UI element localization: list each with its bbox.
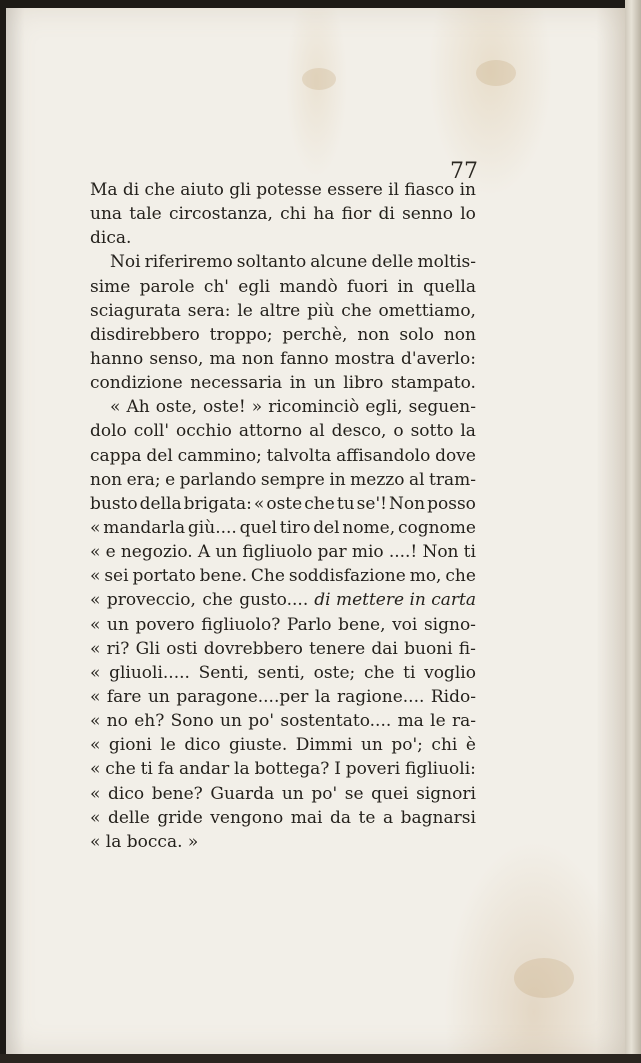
word: « <box>90 517 101 538</box>
word: « <box>90 566 101 587</box>
word: parole <box>139 276 195 297</box>
word: oste, <box>155 397 197 418</box>
word: bottega? <box>254 759 330 780</box>
word: ma <box>209 348 236 369</box>
text-line <box>90 516 476 540</box>
page-edge <box>625 0 641 1063</box>
book-edge <box>0 1054 641 1063</box>
word: che <box>304 493 335 514</box>
word: la <box>314 686 331 707</box>
word: po' <box>248 711 275 732</box>
word: « <box>90 807 101 828</box>
line-text <box>90 492 476 516</box>
word: è <box>465 735 476 756</box>
word: un <box>107 614 129 635</box>
word: ma <box>397 711 424 732</box>
word: parlando <box>179 469 257 490</box>
line-text <box>110 395 476 419</box>
word: mandò <box>279 276 338 297</box>
word: ha <box>313 204 335 225</box>
word: mostra <box>334 348 395 369</box>
word: par <box>317 542 347 563</box>
word: signo- <box>423 614 476 635</box>
word: occhio <box>175 421 232 442</box>
line-text <box>90 202 476 226</box>
stain <box>476 60 516 86</box>
word: quella <box>423 276 476 297</box>
word: alcune <box>310 252 368 273</box>
line-text <box>90 323 476 347</box>
word: sempre <box>260 469 325 490</box>
word: buoni <box>404 638 453 659</box>
word: fuori <box>347 276 389 297</box>
line-text <box>90 178 476 202</box>
line-text <box>90 444 476 468</box>
word: ti <box>403 662 416 683</box>
word: fi- <box>458 638 476 659</box>
word: sciagurata <box>90 300 181 321</box>
word: oste! <box>203 397 246 418</box>
word: sotto <box>410 421 454 442</box>
word: egli, <box>365 397 403 418</box>
word: mo, <box>409 566 442 587</box>
word: mezzo <box>350 469 405 490</box>
word: ra- <box>451 711 476 732</box>
word: proveccio, <box>106 590 196 611</box>
word: un <box>147 686 170 707</box>
line-text <box>90 685 476 709</box>
word: dove <box>435 445 476 466</box>
word: che <box>202 590 233 611</box>
word: moltis- <box>417 252 476 273</box>
word: necessaria <box>190 373 283 394</box>
word: vengono <box>210 807 284 828</box>
text-line <box>90 637 476 661</box>
word: I <box>334 759 341 780</box>
word: se'! <box>356 493 387 514</box>
word: bene, <box>338 614 386 635</box>
word: ri? <box>106 638 130 659</box>
word: Non <box>422 542 459 563</box>
word: osti <box>166 638 198 659</box>
word: cammino; <box>177 445 262 466</box>
line-text <box>90 709 476 733</box>
word: soltanto <box>236 252 307 273</box>
text-line <box>90 299 476 323</box>
word: cognome <box>397 517 476 538</box>
word: gliuoli..... <box>109 662 190 683</box>
text-line <box>90 347 476 371</box>
word: le <box>430 711 446 732</box>
word: « <box>90 735 101 756</box>
body-text <box>90 178 476 854</box>
word: « <box>110 397 121 418</box>
word: non <box>90 469 123 490</box>
word: non <box>357 324 390 345</box>
word: no <box>106 711 128 732</box>
word: solo <box>399 324 434 345</box>
word: sera: <box>187 300 231 321</box>
word: Ma <box>90 180 118 200</box>
word: dai <box>371 638 398 659</box>
text-line <box>90 685 476 709</box>
word: al <box>309 421 325 442</box>
word: che <box>341 300 372 321</box>
word: mandarla <box>103 517 186 538</box>
line-text <box>90 275 476 299</box>
word: in <box>289 373 307 394</box>
word: desco, <box>331 421 387 442</box>
word: tenere <box>309 638 366 659</box>
word: che <box>144 180 175 200</box>
word: senti, <box>257 662 305 683</box>
word: o <box>393 421 404 442</box>
word: le <box>160 735 176 756</box>
word: altre <box>259 300 301 321</box>
word: dolo <box>90 421 127 442</box>
word: il <box>388 180 400 200</box>
word: dico <box>184 735 221 756</box>
word: Rido- <box>430 686 476 707</box>
text-line <box>90 275 476 299</box>
word: omettiamo, <box>378 300 476 321</box>
word: fa <box>157 759 175 780</box>
word: figliuolo <box>242 542 313 563</box>
line-text <box>90 540 476 564</box>
word: Parlo <box>286 614 332 635</box>
word: di <box>122 180 140 200</box>
word: della <box>139 493 182 514</box>
word: quei <box>371 783 409 804</box>
line-text: « la bocca. » <box>90 831 199 852</box>
line-text <box>90 782 476 806</box>
word: Senti, <box>198 662 249 683</box>
line-text <box>90 733 476 757</box>
word: gli <box>229 180 251 200</box>
word: del <box>146 445 173 466</box>
word: giuste. <box>228 735 288 756</box>
word: le <box>237 300 253 321</box>
word: « <box>90 638 101 659</box>
word: posso <box>427 493 476 514</box>
word: « <box>90 590 101 611</box>
word: dovrebbero <box>203 638 303 659</box>
word: se <box>344 783 364 804</box>
text-line <box>90 709 476 733</box>
word: povero <box>135 614 195 635</box>
word: ti <box>463 542 476 563</box>
word: bene? <box>151 783 203 804</box>
line-text <box>90 347 476 371</box>
word: delle <box>371 252 414 273</box>
word: un <box>360 735 383 756</box>
word: gioni <box>108 735 152 756</box>
word: ragione.... <box>336 686 425 707</box>
word: aiuto <box>180 180 224 200</box>
word: non <box>443 324 476 345</box>
word: voi <box>392 614 418 635</box>
word: sime <box>90 276 131 297</box>
word: Che <box>250 566 285 587</box>
line-text <box>90 419 476 443</box>
word: del <box>313 517 340 538</box>
word: negozio. <box>120 542 193 563</box>
word: a <box>382 807 394 828</box>
word: « <box>90 662 101 683</box>
word: paragone....per <box>176 686 309 707</box>
word: gride <box>157 807 203 828</box>
word: po'; <box>391 735 423 756</box>
text-line <box>90 492 476 516</box>
word: da <box>329 807 351 828</box>
text-line <box>90 395 476 419</box>
text-line <box>90 468 476 492</box>
line-text <box>90 806 476 830</box>
word: egli <box>238 276 271 297</box>
word: signori <box>416 783 476 804</box>
word: più <box>307 300 335 321</box>
word: fiasco <box>404 180 455 200</box>
word: perchè, <box>282 324 348 345</box>
word: bene. <box>199 566 247 587</box>
word: eh? <box>134 711 165 732</box>
text-line <box>90 371 476 395</box>
text-line <box>90 830 476 854</box>
word: brigata: <box>183 493 252 514</box>
word: fare <box>106 686 142 707</box>
text-line <box>90 733 476 757</box>
text-line <box>90 178 476 202</box>
word: « <box>90 711 101 732</box>
word: A <box>197 542 211 563</box>
word: coll' <box>133 421 170 442</box>
word: in <box>459 180 476 200</box>
word: poveri <box>345 759 401 780</box>
word: disdirebbero <box>90 324 200 345</box>
word: condizione <box>90 373 183 394</box>
stain <box>514 958 574 998</box>
word: seguen- <box>408 397 476 418</box>
word: Sono <box>170 711 214 732</box>
text-line <box>90 588 476 612</box>
word: al <box>408 469 425 490</box>
word: Noi <box>110 252 141 273</box>
word: po' <box>311 783 338 804</box>
word: tiro <box>279 517 311 538</box>
word: « <box>90 686 101 707</box>
word: « <box>90 759 101 780</box>
word: in <box>329 469 346 490</box>
word: era; <box>126 469 161 490</box>
word: tu <box>336 493 355 514</box>
word: « <box>253 493 265 514</box>
word: libro <box>343 373 384 394</box>
word: d'averlo: <box>401 348 476 369</box>
line-text: dica. <box>90 228 132 249</box>
word: Gli <box>135 638 161 659</box>
text-line <box>90 444 476 468</box>
word: tram- <box>428 469 476 490</box>
word: cappa <box>90 445 142 466</box>
word: sei <box>104 566 129 587</box>
word: lo <box>460 204 476 225</box>
word: figliuolo? <box>201 614 281 635</box>
word: Ah <box>126 397 150 418</box>
stain <box>302 68 336 90</box>
word: riferiremo <box>144 252 233 273</box>
word: quel <box>239 517 277 538</box>
word: e <box>165 469 176 490</box>
italic-phrase: di mettere in carta <box>314 590 476 611</box>
word: « <box>90 614 101 635</box>
line-text <box>90 613 476 637</box>
text-line <box>90 202 476 226</box>
word: oste; <box>313 662 356 683</box>
word: delle <box>107 807 150 828</box>
word: fior <box>341 204 372 225</box>
word: un <box>313 373 336 394</box>
line-text <box>90 299 476 323</box>
word: « <box>90 542 101 563</box>
text-line <box>90 323 476 347</box>
text-line <box>90 757 476 781</box>
word: voglio <box>424 662 476 683</box>
word: senso, <box>149 348 204 369</box>
word: Guarda <box>210 783 275 804</box>
word: chi <box>280 204 307 225</box>
word: gusto.... <box>239 590 309 611</box>
word: un <box>215 542 238 563</box>
word: Non <box>389 493 426 514</box>
word: hanno <box>90 348 144 369</box>
line-text <box>90 371 476 395</box>
word: la <box>460 421 476 442</box>
word: ricominciò <box>268 397 360 418</box>
word: di <box>378 204 395 225</box>
word: talvolta <box>266 445 332 466</box>
word: circostanza, <box>168 204 273 225</box>
word: sostentato.... <box>280 711 392 732</box>
text-line <box>90 613 476 637</box>
word: mio <box>351 542 384 563</box>
word: affisandolo <box>336 445 431 466</box>
line-text <box>90 637 476 661</box>
word: » <box>251 397 263 418</box>
word: stampato. <box>390 373 476 394</box>
word: un <box>281 783 304 804</box>
text-line <box>90 782 476 806</box>
word: Dimmi <box>295 735 353 756</box>
word: che <box>445 566 476 587</box>
word: chi <box>431 735 458 756</box>
line-text <box>90 468 476 492</box>
word: ....! <box>388 542 418 563</box>
word: portato <box>132 566 196 587</box>
text-line <box>90 564 476 588</box>
word: tale <box>129 204 162 225</box>
word: oste <box>266 493 303 514</box>
word: che <box>105 759 136 780</box>
word: la <box>234 759 250 780</box>
word: e <box>105 542 116 563</box>
word: giù.... <box>187 517 237 538</box>
word: senno <box>402 204 453 225</box>
book-page <box>6 8 627 1054</box>
word: in <box>397 276 414 297</box>
word: soddisfazione <box>288 566 406 587</box>
text-line <box>90 806 476 830</box>
word: potesse <box>256 180 322 200</box>
word: ch' <box>203 276 229 297</box>
word: andar <box>178 759 230 780</box>
line-text <box>90 588 308 612</box>
line-text <box>90 516 476 540</box>
text-line <box>90 540 476 564</box>
text-line <box>90 419 476 443</box>
word: mai <box>290 807 323 828</box>
word: bagnarsi <box>400 807 476 828</box>
line-text <box>90 661 476 685</box>
text-line <box>90 226 476 250</box>
word: un <box>220 711 242 732</box>
page-number: 77 <box>450 159 478 184</box>
word: che <box>363 662 395 683</box>
word: una <box>90 204 123 225</box>
word: « <box>90 783 101 804</box>
line-text <box>90 757 476 781</box>
text-line <box>90 250 476 274</box>
word: te <box>358 807 376 828</box>
word: troppo; <box>209 324 273 345</box>
word: figliuoli: <box>404 759 476 780</box>
text-line <box>90 661 476 685</box>
word: nome, <box>342 517 396 538</box>
word: busto <box>90 493 138 514</box>
word: attorno <box>238 421 303 442</box>
word: fanno <box>280 348 329 369</box>
word: essere <box>327 180 383 200</box>
word: dico <box>108 783 145 804</box>
line-text <box>90 564 476 588</box>
word: ti <box>140 759 153 780</box>
line-text <box>110 250 476 274</box>
word: non <box>241 348 275 369</box>
